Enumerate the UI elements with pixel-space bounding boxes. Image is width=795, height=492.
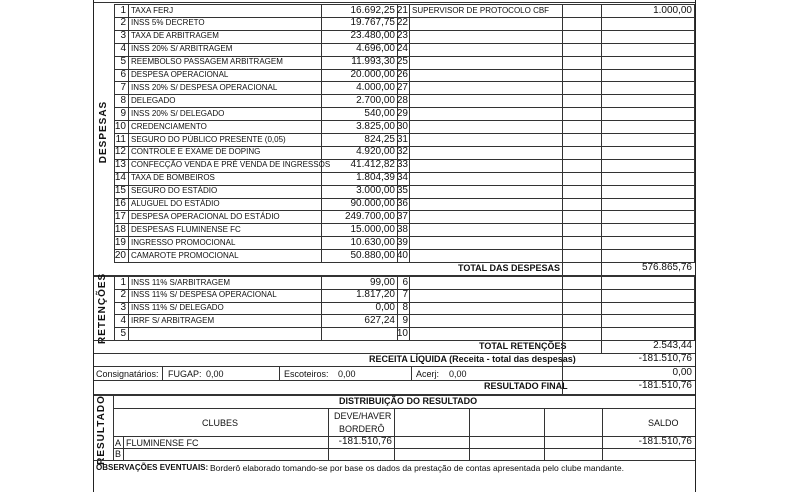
col-clubes: CLUBES <box>202 418 239 428</box>
despesa-label: INSS 20% S/ DELEGADO <box>131 108 225 118</box>
retencoes-section-label: RETENÇÕES <box>97 272 108 344</box>
despesa-index: 15 <box>114 185 126 197</box>
despesa-index: 39 <box>396 236 408 248</box>
total-retencoes-value: 2.543,44 <box>653 340 692 351</box>
despesa-index: 25 <box>396 56 408 68</box>
resultado-final-value: -181.510,76 <box>638 380 692 391</box>
observacoes-text: Borderô elaborado tomando-se por base os dados da prestação de contas apresentada pelo clube mandante. <box>210 463 624 473</box>
despesa-label: SEGURO DO PÚBLICO PRESENTE (0,05) <box>131 134 286 144</box>
col-bordero: BORDERÔ <box>339 424 385 434</box>
despesa-label: DELEGADO <box>131 95 176 105</box>
despesa-label: REEMBOLSO PASSAGEM ARBITRAGEM <box>131 57 283 67</box>
despesas-section-label: DESPESAS <box>98 100 109 164</box>
despesa-index: 17 <box>114 210 126 222</box>
despesa-label: DESPESA OPERACIONAL DO ESTÁDIO <box>131 211 280 221</box>
total-despesas-label: TOTAL DAS DESPESAS <box>458 263 561 273</box>
despesa-label: SUPERVISOR DE PROTOCOLO CBF <box>412 5 550 15</box>
despesa-value: 4.000,00 <box>356 81 395 93</box>
despesa-index: 4 <box>120 43 126 55</box>
despesa-label: CREDENCIAMENTO <box>131 121 207 131</box>
despesa-value: 540,00 <box>364 107 395 119</box>
despesa-value: 41.412,82 <box>350 159 395 171</box>
despesa-value: 19.767,75 <box>350 17 395 29</box>
despesa-value: 10.630,00 <box>350 236 395 248</box>
resultado-section-label: RESULTADO <box>96 395 107 465</box>
retencao-index: 4 <box>120 314 126 326</box>
despesa-label: ALUGUEL DO ESTÁDIO <box>131 199 220 208</box>
consignatarios-label: Consignatários: <box>96 369 159 379</box>
despesa-index: 14 <box>114 172 126 184</box>
total-despesas-value: 576.865,76 <box>641 262 692 273</box>
despesa-value: 824,25 <box>364 133 395 145</box>
retencao-label: INSS 11% S/ARBITRAGEM <box>131 277 230 287</box>
despesa-value: 4.920,00 <box>356 146 395 158</box>
despesa-index: 21 <box>396 4 408 16</box>
despesa-index: 23 <box>396 30 408 42</box>
row-b-letter: B <box>115 449 122 459</box>
despesa-index: 2 <box>120 17 126 29</box>
retencao-index: 6 <box>402 276 408 288</box>
despesa-index: 36 <box>396 198 408 209</box>
despesa-index: 29 <box>396 107 408 119</box>
retencao-value: 1.817,20 <box>356 289 395 301</box>
despesa-value: 249.700,00 <box>344 210 395 222</box>
despesa-value: 90.000,00 <box>350 198 395 209</box>
resultado-final-label: RESULTADO FINAL <box>484 381 568 391</box>
despesa-index: 18 <box>114 223 126 235</box>
despesa-index: 10 <box>114 120 126 132</box>
despesa-index: 27 <box>396 81 408 93</box>
despesa-index: 35 <box>396 185 408 197</box>
fugap-value: 0,00 <box>206 369 224 379</box>
despesa-label: INSS 20% S/ ARBITRAGEM <box>131 44 233 54</box>
despesa-label: DESPESA OPERACIONAL <box>131 70 229 79</box>
acerj-value: 0,00 <box>449 369 467 379</box>
despesa-index: 20 <box>114 249 126 261</box>
despesa-index: 38 <box>396 223 408 235</box>
despesa-label: CAMAROTE PROMOCIONAL <box>131 250 239 260</box>
retencao-label: INSS 11% S/ DESPESA OPERACIONAL <box>131 290 277 300</box>
despesa-value: 2.700,00 <box>356 94 395 106</box>
despesa-label: INGRESSO PROMOCIONAL <box>131 237 236 247</box>
retencao-value: 627,24 <box>364 314 395 326</box>
retencao-index: 3 <box>120 302 126 314</box>
acerj-label: Acerj: <box>416 369 440 379</box>
despesa-index: 5 <box>120 56 126 68</box>
despesa-index: 34 <box>396 172 408 184</box>
retencao-value: 0,00 <box>375 302 395 314</box>
col-deve-haver: DEVE/HAVER <box>334 411 392 421</box>
row-a-letter: A <box>115 438 122 448</box>
receita-liquida-label: RECEITA LÍQUIDA (Receita - total das despesas) <box>369 354 576 364</box>
despesa-index: 31 <box>396 133 408 145</box>
despesa-index: 28 <box>396 94 408 106</box>
despesa-value: 3.825,00 <box>356 120 395 132</box>
despesa-index: 6 <box>120 69 126 80</box>
retencao-index: 7 <box>402 289 408 301</box>
despesa-index: 26 <box>396 69 408 80</box>
retencao-index: 5 <box>120 327 126 339</box>
despesa-value: 1.000,00 <box>653 4 692 16</box>
despesa-index: 40 <box>396 249 408 261</box>
despesa-value: 4.696,00 <box>356 43 395 55</box>
retencao-label: IRRF S/ ARBITRAGEM <box>131 315 215 325</box>
despesa-value: 11.993,30 <box>351 56 395 68</box>
retencao-label: INSS 11% S/ DELEGADO <box>131 303 224 313</box>
despesa-label: INSS 20% S/ DESPESA OPERACIONAL <box>131 82 278 92</box>
retencao-value: 99,00 <box>369 276 395 288</box>
consignatarios-total: 0,00 <box>672 367 692 378</box>
row-a-saldo: -181.510,76 <box>638 436 692 447</box>
retencao-index: 9 <box>402 314 408 326</box>
despesa-label: DESPESAS FLUMINENSE FC <box>131 224 241 234</box>
despesa-value: 50.880,00 <box>350 249 395 261</box>
bordero-sheet <box>93 0 696 492</box>
despesa-label: TAXA DE ARBITRAGEM <box>131 31 219 41</box>
despesa-index: 1 <box>120 4 126 16</box>
total-retencoes-label: TOTAL RETENÇÕES <box>479 341 567 351</box>
despesa-index: 33 <box>396 159 408 171</box>
distribuicao-title: DISTRIBUIÇÃO DO RESULTADO <box>339 396 478 406</box>
despesa-index: 22 <box>396 17 408 29</box>
despesa-index: 32 <box>396 146 408 158</box>
despesa-label: CONTROLE E EXAME DE DOPING <box>131 147 261 157</box>
despesa-value: 1.804,39 <box>356 172 395 184</box>
despesa-index: 37 <box>396 210 408 222</box>
row-a-club: FLUMINENSE FC <box>126 438 199 448</box>
despesa-label: CONFECÇÃO VENDA E PRÉ VENDA DE INGRESSOS <box>131 160 331 170</box>
despesa-value: 16.692,25 <box>350 4 395 16</box>
despesa-label: SEGURO DO ESTÁDIO <box>131 186 218 196</box>
fugap-label: FUGAP: <box>168 369 202 379</box>
despesa-index: 13 <box>114 159 126 171</box>
escoteiros-value: 0,00 <box>338 369 356 379</box>
despesa-index: 30 <box>396 120 408 132</box>
despesa-label: INSS 5% DECRETO <box>131 18 205 28</box>
col-saldo: SALDO <box>648 418 679 428</box>
row-a-value: -181.510,76 <box>338 436 392 447</box>
despesa-index: 24 <box>396 43 408 55</box>
despesa-label: TAXA DE BOMBEIROS <box>131 173 215 183</box>
despesa-value: 20.000,00 <box>350 69 395 80</box>
despesa-index: 9 <box>120 107 126 119</box>
escoteiros-label: Escoteiros: <box>284 369 329 379</box>
despesa-value: 3.000,00 <box>356 185 395 197</box>
despesa-index: 12 <box>114 146 126 158</box>
despesa-value: 23.480,00 <box>350 30 395 42</box>
retencao-index: 10 <box>396 327 408 339</box>
retencao-index: 1 <box>120 276 126 288</box>
despesa-index: 19 <box>114 236 126 248</box>
despesa-index: 16 <box>114 198 126 209</box>
observacoes-label: OBSERVAÇÕES EVENTUAIS: <box>96 463 209 472</box>
despesa-index: 7 <box>120 81 126 93</box>
despesa-index: 11 <box>115 133 126 145</box>
despesa-index: 3 <box>120 30 126 42</box>
receita-liquida-value: -181.510,76 <box>638 353 692 364</box>
retencao-index: 8 <box>402 302 408 314</box>
despesa-label: TAXA FERJ <box>131 5 174 15</box>
retencao-index: 2 <box>120 289 126 301</box>
despesa-value: 15.000,00 <box>350 223 395 235</box>
despesa-index: 8 <box>120 94 126 106</box>
